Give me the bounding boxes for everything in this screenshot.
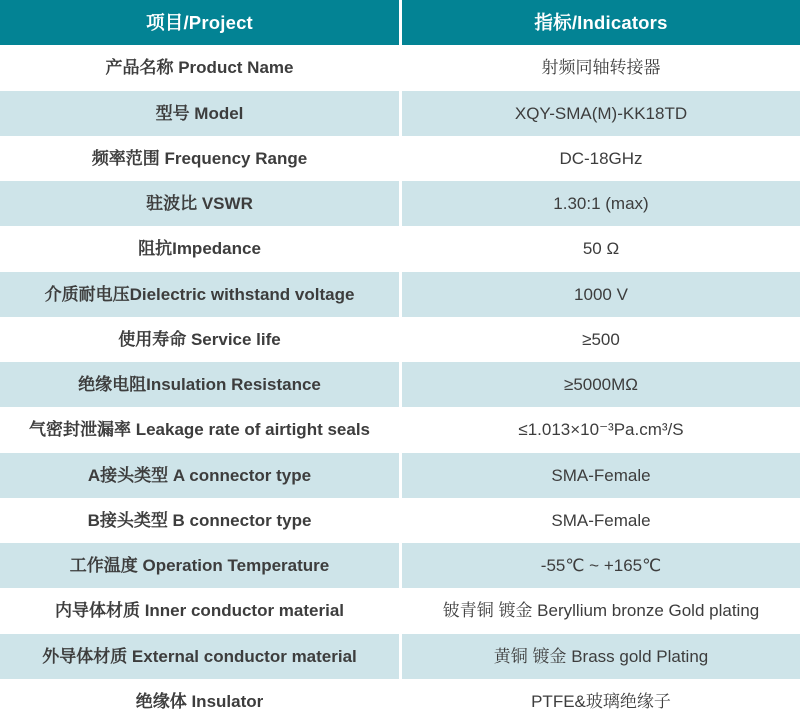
indicator-cell: 铍青铜 镀金 Beryllium bronze Gold plating — [442, 601, 760, 621]
table-row — [0, 362, 800, 407]
indicator-cell: 50 Ω — [582, 239, 620, 259]
project-cell: 阻抗Impedance — [138, 239, 261, 259]
indicator-cell: 黄铜 镀金 Brass gold Plating — [493, 646, 709, 666]
header-project-cell: 项目/Project — [146, 12, 253, 34]
project-cell: 型号 Model — [155, 103, 244, 123]
project-cell: 外导体材质 External conductor material — [42, 646, 357, 666]
table-header-row — [0, 0, 800, 45]
project-cell: 介质耐电压Dielectric withstand voltage — [44, 284, 355, 304]
table-row — [0, 498, 800, 543]
indicator-cell: 射频同轴转接器 — [541, 58, 661, 78]
indicator-cell: DC-18GHz — [559, 148, 643, 168]
table-row — [0, 181, 800, 226]
project-cell: A接头类型 A connector type — [87, 465, 312, 485]
indicator-cell: ≥500 — [582, 329, 620, 349]
project-cell: 绝缘电阻Insulation Resistance — [78, 375, 321, 394]
table-row — [0, 272, 800, 317]
project-cell: 气密封泄漏率 Leakage rate of airtight seals — [28, 420, 371, 440]
table-row — [0, 226, 800, 271]
indicator-cell: PTFE&玻璃绝缘子 — [531, 691, 671, 711]
table-row — [0, 453, 800, 498]
header-indicators-cell: 指标/Indicators — [534, 12, 668, 34]
table-row — [0, 679, 800, 724]
indicator-cell: SMA-Female — [551, 465, 651, 485]
table-row — [0, 91, 800, 136]
table-row — [0, 588, 800, 633]
table-row — [0, 634, 800, 679]
indicator-cell: 1000 V — [574, 284, 628, 304]
project-cell: 驻波比 VSWR — [146, 194, 253, 213]
project-cell: 工作温度 Operation Temperature — [69, 556, 330, 575]
project-cell: 内导体材质 Inner conductor material — [54, 601, 345, 621]
project-cell: 频率范围 Frequency Range — [91, 148, 308, 168]
table-row — [0, 136, 800, 181]
table-row — [0, 543, 800, 588]
table-row — [0, 407, 800, 452]
project-cell: B接头类型 B connector type — [87, 510, 312, 530]
indicator-cell: ≥5000MΩ — [563, 375, 639, 394]
indicator-cell: 1.30:1 (max) — [553, 194, 649, 213]
indicator-cell: ≤1.013×10⁻³Pa.cm³/S — [518, 420, 684, 440]
indicator-cell: XQY-SMA(M)-KK18TD — [514, 103, 688, 123]
project-cell: 产品名称 Product Name — [105, 58, 294, 78]
project-cell: 使用寿命 Service life — [118, 329, 281, 349]
indicator-cell: -55℃ ~ +165℃ — [540, 556, 662, 575]
table-row — [0, 317, 800, 362]
table-row — [0, 45, 800, 90]
indicator-cell: SMA-Female — [551, 510, 651, 530]
project-cell: 绝缘体 Insulator — [135, 691, 264, 711]
